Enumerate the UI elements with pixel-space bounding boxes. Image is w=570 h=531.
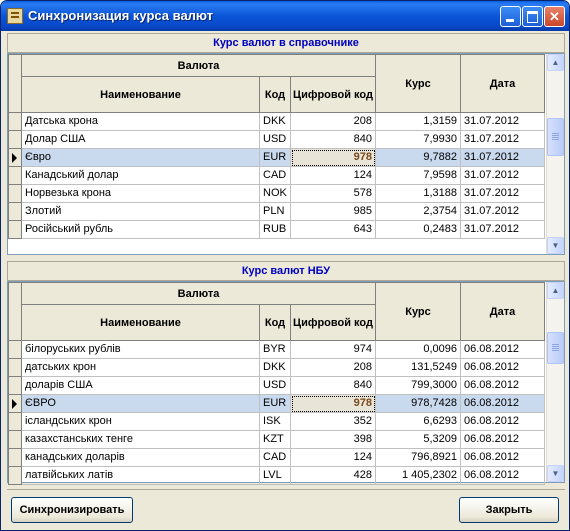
scroll-down-button[interactable]: [547, 465, 564, 482]
nbu-row[interactable]: [9, 413, 545, 431]
code-cell[interactable]: DKK: [260, 113, 291, 131]
name-cell[interactable]: Норвезька крона: [22, 185, 260, 203]
directory-row[interactable]: [9, 221, 545, 239]
code-cell[interactable]: NOK: [260, 185, 291, 203]
row-indicator[interactable]: [9, 377, 22, 395]
scroll-up-button[interactable]: [547, 282, 564, 299]
row-indicator[interactable]: [9, 131, 22, 149]
date-cell[interactable]: 31.07.2012: [461, 221, 545, 239]
code-cell[interactable]: CAD: [260, 449, 291, 467]
code-cell[interactable]: LVL: [260, 467, 291, 485]
directory-row[interactable]: [9, 113, 545, 131]
directory-rates-panel: [7, 33, 565, 255]
code-cell[interactable]: ISK: [260, 413, 291, 431]
synchronize-button[interactable]: Синхронизировать: [11, 497, 133, 523]
directory-rates-caption: Курс валют в справочнике: [7, 33, 565, 53]
row-indicator[interactable]: [9, 113, 22, 131]
directory-row[interactable]: [9, 131, 545, 149]
scroll-up-button[interactable]: [547, 54, 564, 71]
rate-cell[interactable]: 1 405,2302: [376, 467, 461, 485]
digital-code-cell[interactable]: 124: [291, 449, 376, 467]
digital-code-column-header[interactable]: Цифровой код: [291, 305, 376, 341]
rate-cell[interactable]: 1,3188: [376, 185, 461, 203]
row-indicator[interactable]: [9, 221, 22, 239]
row-indicator[interactable]: [9, 149, 22, 167]
nbu-rates-caption: Курс валют НБУ: [7, 261, 565, 281]
date-cell[interactable]: 06.08.2012: [461, 359, 545, 377]
directory-rates-grid[interactable]: [7, 53, 565, 255]
chevron-down-icon: ▼: [551, 241, 560, 250]
nbu-row[interactable]: [9, 449, 545, 467]
minimize-button[interactable]: [500, 6, 521, 27]
title-bar[interactable]: [1, 1, 569, 31]
chevron-down-icon: ▼: [551, 469, 560, 478]
row-indicator-header: [9, 55, 22, 113]
digital-code-cell[interactable]: 428: [291, 467, 376, 485]
code-cell[interactable]: KZT: [260, 431, 291, 449]
row-indicator[interactable]: [9, 395, 22, 413]
row-indicator[interactable]: [9, 359, 22, 377]
digital-code-cell[interactable]: 978: [291, 395, 376, 413]
date-column-header[interactable]: Дата: [461, 283, 545, 341]
digital-code-cell[interactable]: 985: [291, 203, 376, 221]
code-cell[interactable]: USD: [260, 131, 291, 149]
maximize-button[interactable]: [522, 6, 543, 27]
nbu-rates-table: [8, 282, 545, 485]
directory-row[interactable]: [9, 167, 545, 185]
date-cell[interactable]: 31.07.2012: [461, 113, 545, 131]
code-cell[interactable]: DKK: [260, 359, 291, 377]
scroll-thumb[interactable]: [547, 118, 564, 156]
row-indicator[interactable]: [9, 431, 22, 449]
rate-cell[interactable]: 799,3000: [376, 377, 461, 395]
chevron-up-icon: ▲: [551, 58, 560, 67]
name-cell[interactable]: Євро: [22, 149, 260, 167]
date-cell[interactable]: 06.08.2012: [461, 377, 545, 395]
directory-rates-table: [8, 54, 545, 239]
date-cell[interactable]: 06.08.2012: [461, 431, 545, 449]
digital-code-cell[interactable]: 208: [291, 359, 376, 377]
row-indicator[interactable]: [9, 203, 22, 221]
nbu-row[interactable]: [9, 359, 545, 377]
scroll-down-button[interactable]: [547, 237, 564, 254]
footer-divider: [7, 489, 565, 490]
code-cell[interactable]: EUR: [260, 395, 291, 413]
name-cell[interactable]: ісландських крон: [22, 413, 260, 431]
app-icon: [7, 8, 23, 24]
digital-code-cell[interactable]: 840: [291, 377, 376, 395]
currency-group-header: Валюта: [22, 55, 376, 77]
name-cell[interactable]: Долар США: [22, 131, 260, 149]
rate-column-header[interactable]: Курс: [376, 283, 461, 341]
digital-code-cell[interactable]: 974: [291, 341, 376, 359]
name-cell[interactable]: Російський рубль: [22, 221, 260, 239]
code-column-header[interactable]: Код: [260, 77, 291, 113]
code-cell[interactable]: EUR: [260, 149, 291, 167]
row-indicator[interactable]: [9, 413, 22, 431]
rate-cell[interactable]: 5,3209: [376, 431, 461, 449]
name-cell[interactable]: доларів США: [22, 377, 260, 395]
row-indicator-header: [9, 283, 22, 341]
rate-cell[interactable]: 0,0096: [376, 341, 461, 359]
date-cell[interactable]: 31.07.2012: [461, 167, 545, 185]
row-indicator[interactable]: [9, 467, 22, 485]
rate-cell[interactable]: 6,6293: [376, 413, 461, 431]
rate-cell[interactable]: 9,7882: [376, 149, 461, 167]
scroll-thumb[interactable]: [547, 332, 564, 364]
name-cell[interactable]: Злотий: [22, 203, 260, 221]
minimize-icon: [506, 19, 514, 22]
name-column-header[interactable]: Наименование: [22, 305, 260, 341]
code-cell[interactable]: BYR: [260, 341, 291, 359]
nbu-rates-grid[interactable]: [7, 281, 565, 483]
date-cell[interactable]: 31.07.2012: [461, 149, 545, 167]
rate-cell[interactable]: 0,2483: [376, 221, 461, 239]
digital-code-column-header[interactable]: Цифровой код: [291, 77, 376, 113]
directory-row[interactable]: [9, 149, 545, 167]
rate-cell[interactable]: 7,9598: [376, 167, 461, 185]
rate-cell[interactable]: 1,3159: [376, 113, 461, 131]
nbu-row[interactable]: [9, 395, 545, 413]
nbu-row[interactable]: [9, 431, 545, 449]
nbu-row[interactable]: [9, 467, 545, 485]
close-button[interactable]: Закрыть: [459, 497, 559, 523]
name-cell[interactable]: канадських доларів: [22, 449, 260, 467]
name-cell[interactable]: латвійських латів: [22, 467, 260, 485]
rate-cell[interactable]: 796,8921: [376, 449, 461, 467]
row-indicator[interactable]: [9, 167, 22, 185]
date-cell[interactable]: 06.08.2012: [461, 341, 545, 359]
digital-code-cell[interactable]: 643: [291, 221, 376, 239]
code-cell[interactable]: RUB: [260, 221, 291, 239]
date-cell[interactable]: 31.07.2012: [461, 203, 545, 221]
digital-code-cell[interactable]: 208: [291, 113, 376, 131]
name-column-header[interactable]: Наименование: [22, 77, 260, 113]
name-cell[interactable]: датських крон: [22, 359, 260, 377]
date-column-header[interactable]: Дата: [461, 55, 545, 113]
digital-code-cell[interactable]: 978: [291, 149, 376, 167]
close-icon: ✕: [549, 9, 560, 24]
date-cell[interactable]: 06.08.2012: [461, 413, 545, 431]
rate-cell[interactable]: 131,5249: [376, 359, 461, 377]
name-cell[interactable]: Датська крона: [22, 113, 260, 131]
rate-cell[interactable]: 2,3754: [376, 203, 461, 221]
date-cell[interactable]: 31.07.2012: [461, 131, 545, 149]
row-pointer-icon: [12, 399, 17, 409]
close-window-button[interactable]: [544, 6, 565, 27]
digital-code-cell[interactable]: 840: [291, 131, 376, 149]
digital-code-cell[interactable]: 398: [291, 431, 376, 449]
date-cell[interactable]: 31.07.2012: [461, 185, 545, 203]
name-cell[interactable]: ЄВРО: [22, 395, 260, 413]
nbu-grid-scrollbar[interactable]: [546, 282, 564, 482]
digital-code-cell[interactable]: 124: [291, 167, 376, 185]
name-cell[interactable]: казахстанських тенге: [22, 431, 260, 449]
chevron-up-icon: ▲: [551, 286, 560, 295]
row-indicator[interactable]: [9, 449, 22, 467]
date-cell[interactable]: 06.08.2012: [461, 395, 545, 413]
row-indicator[interactable]: [9, 185, 22, 203]
nbu-rates-panel: [7, 261, 565, 483]
date-cell[interactable]: 06.08.2012: [461, 449, 545, 467]
date-cell[interactable]: 06.08.2012: [461, 467, 545, 485]
currency-group-header: Валюта: [22, 283, 376, 305]
code-cell[interactable]: CAD: [260, 167, 291, 185]
directory-row[interactable]: [9, 203, 545, 221]
rate-cell[interactable]: 7,9930: [376, 131, 461, 149]
maximize-icon: [527, 11, 538, 23]
name-cell[interactable]: білоруських рублів: [22, 341, 260, 359]
digital-code-cell[interactable]: 578: [291, 185, 376, 203]
row-indicator[interactable]: [9, 341, 22, 359]
name-cell[interactable]: Канадський долар: [22, 167, 260, 185]
code-column-header[interactable]: Код: [260, 305, 291, 341]
row-pointer-icon: [12, 153, 17, 163]
digital-code-cell[interactable]: 352: [291, 413, 376, 431]
nbu-row[interactable]: [9, 377, 545, 395]
window-title: Синхронизация курса валют: [28, 8, 214, 23]
rate-column-header[interactable]: Курс: [376, 55, 461, 113]
directory-row[interactable]: [9, 185, 545, 203]
directory-grid-scrollbar[interactable]: [546, 54, 564, 254]
nbu-row[interactable]: [9, 341, 545, 359]
code-cell[interactable]: PLN: [260, 203, 291, 221]
rate-cell[interactable]: 978,7428: [376, 395, 461, 413]
code-cell[interactable]: USD: [260, 377, 291, 395]
